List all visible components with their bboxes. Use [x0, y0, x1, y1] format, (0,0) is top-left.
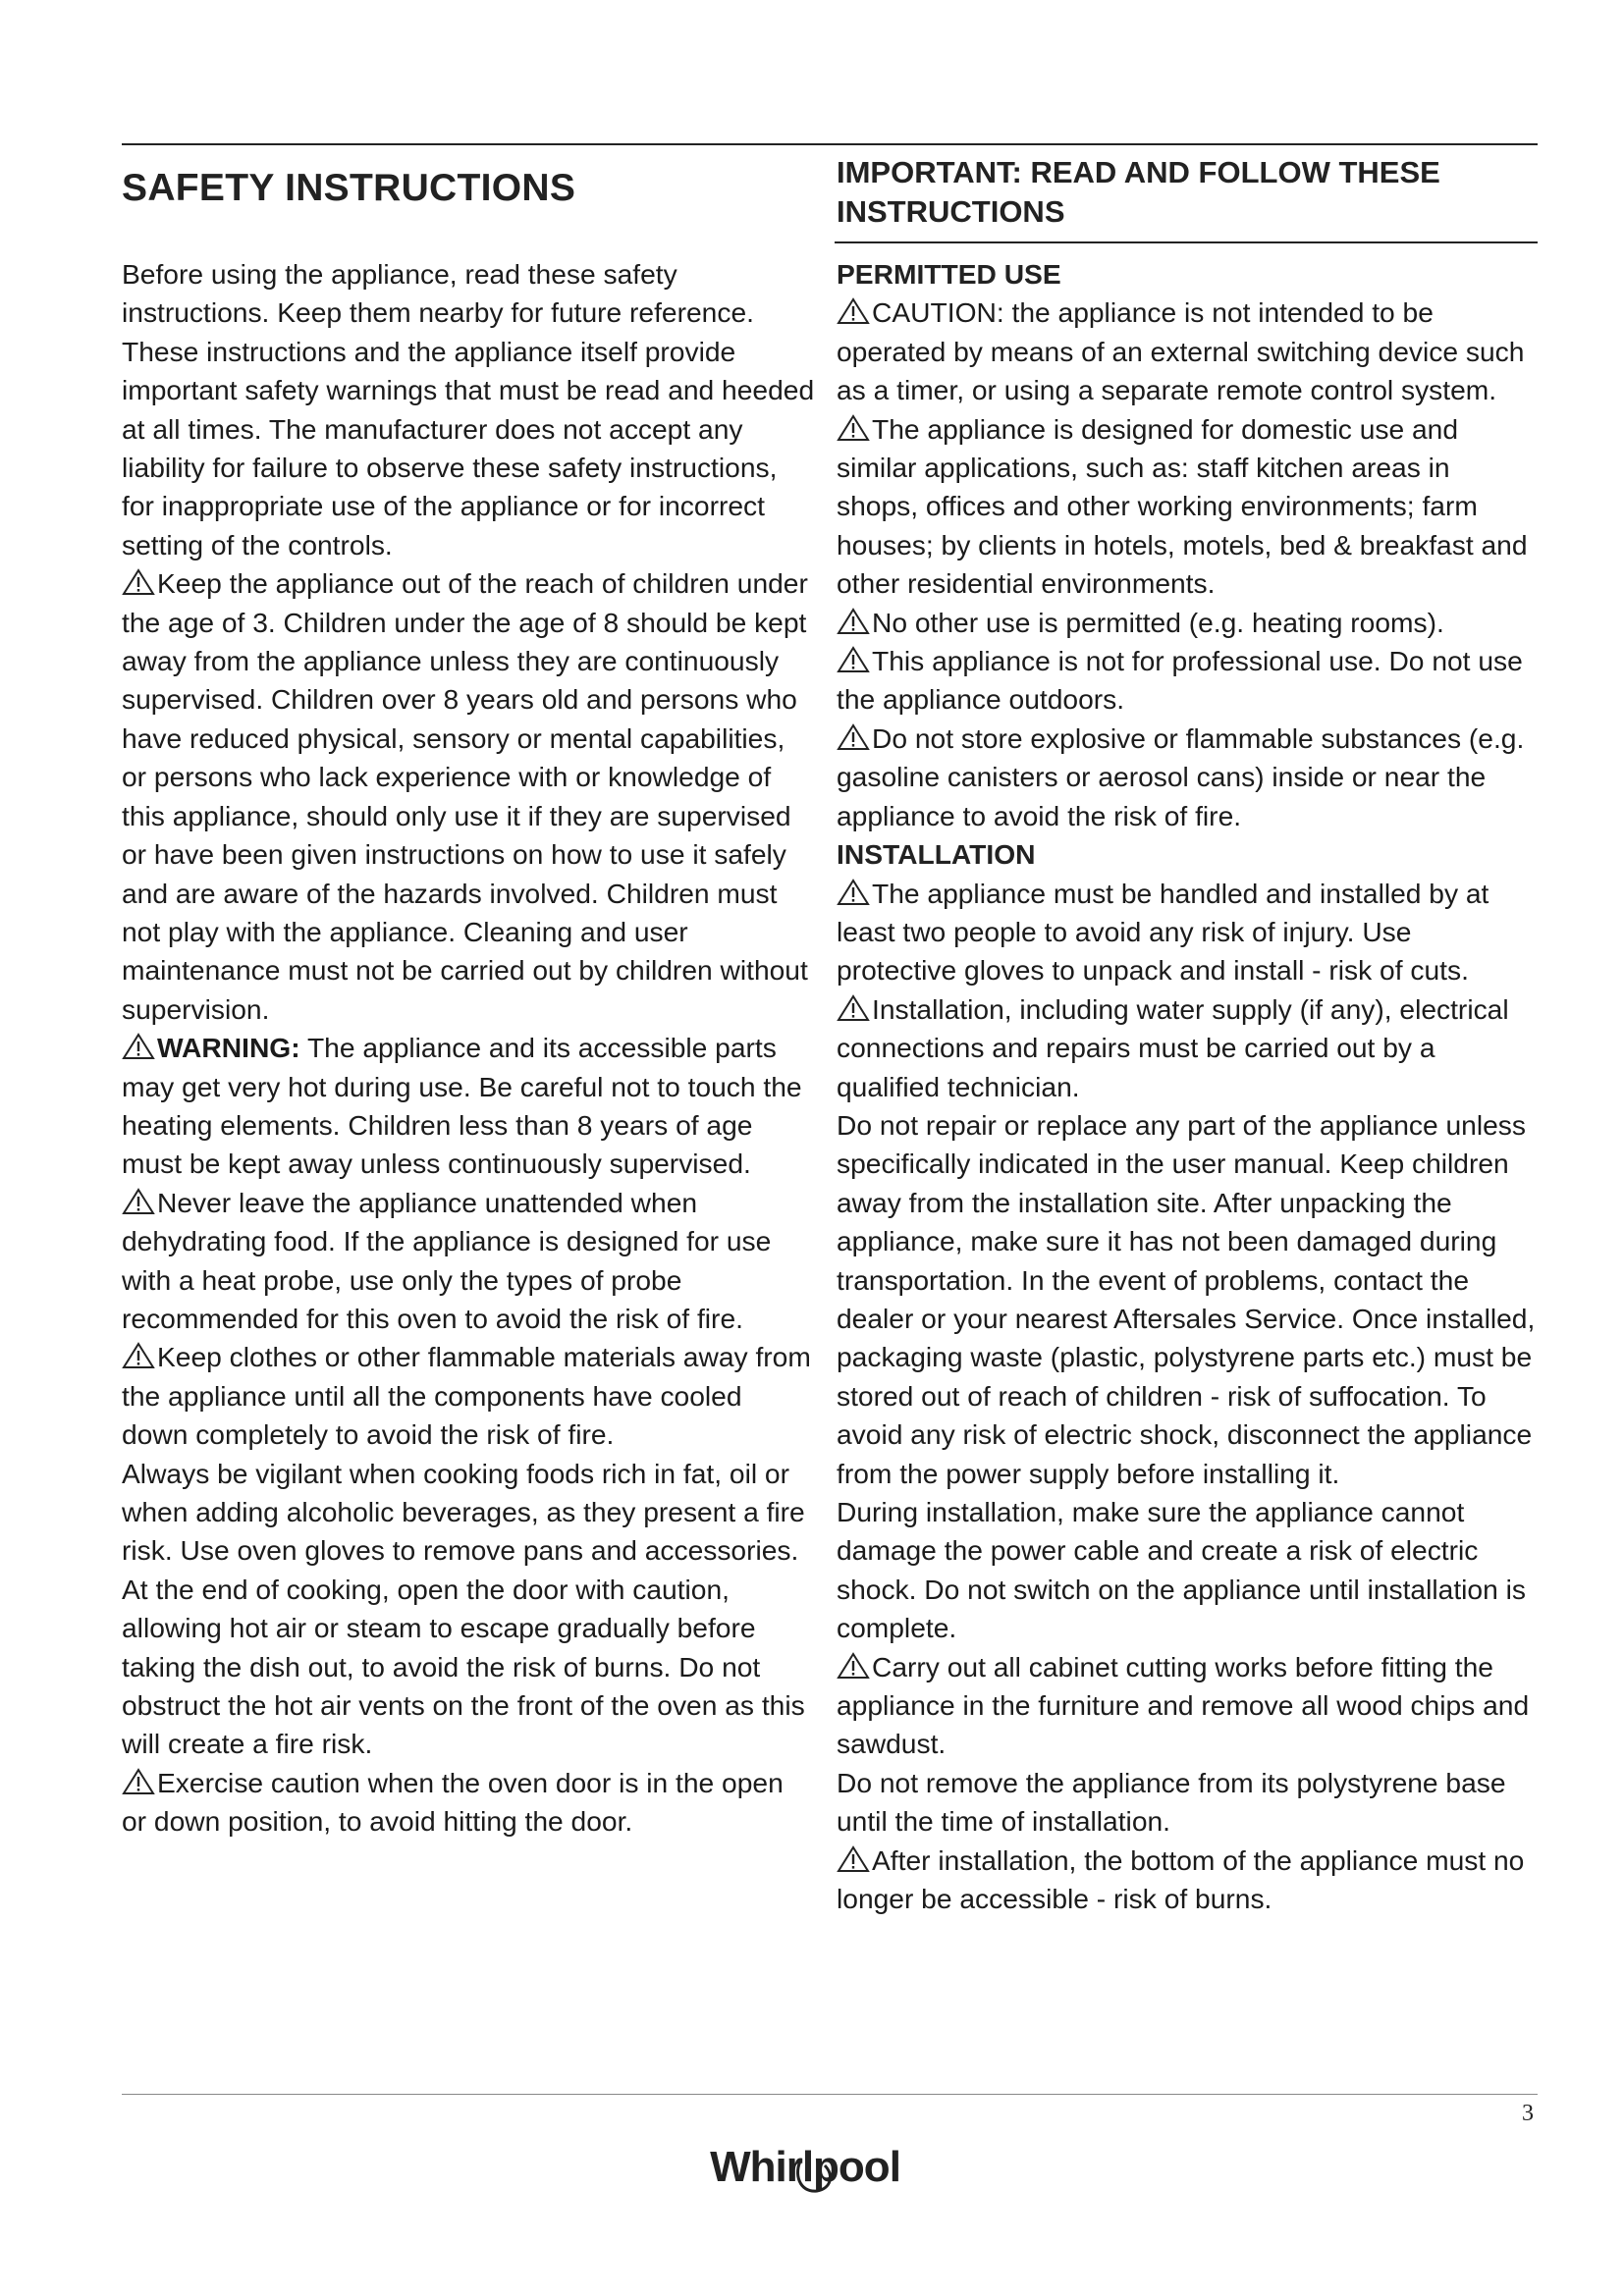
warning-triangle-icon: [837, 994, 870, 1022]
not-professional-text: This appliance is not for professional use. Do not use the appliance outdoors.: [837, 645, 1523, 716]
bottom-access-paragraph: [837, 1842, 1536, 1919]
warning-triangle-icon: [837, 1652, 870, 1680]
warning-triangle-icon: [837, 1845, 870, 1873]
page-title: SAFETY INSTRUCTIONS: [122, 167, 576, 209]
warning-triangle-icon: [837, 414, 870, 442]
children-warning: [122, 564, 815, 1029]
fat-oil-paragraph: Always be vigilant when cooking foods rich in fat, oil or when adding alcoholic beverages, as they present a fire risk. Use oven gloves to remove pans and accessories.: [122, 1457, 805, 1567]
warning-triangle-icon: [837, 608, 870, 635]
domestic-use-paragraph: [837, 410, 1536, 604]
warning-triangle-icon: [122, 568, 155, 596]
left-column: [122, 255, 815, 1842]
qualified-technician-text: Installation, including water supply (if any), electrical connections and repairs must be carried out by a qualified technician.: [837, 992, 1509, 1102]
door-open-paragraph: At the end of cooking, open the door with caution, allowing hot air or steam to escape gradually before taking the dish out, to avoid the risk of burns. Do not obstruct the hot air vents on the front of the oven as this will create a fire risk.: [122, 1573, 805, 1760]
handling-text: The appliance must be handled and installed by at least two people to avoid any risk of injury. Use protective gloves to unpack and install - risk of cuts.: [837, 877, 1489, 987]
explosive-paragraph: [837, 720, 1536, 835]
warning-label: WARNING:: [157, 1032, 300, 1064]
warning-triangle-icon: [837, 879, 870, 906]
hot-parts-text: The appliance and its accessible parts may get very hot during use. Be careful not to touch the heating elements. Children less than 8 years of age must be kept away unless continuously supervised.: [122, 1032, 802, 1180]
no-other-use-text: No other use is permitted (e.g. heating rooms).: [872, 606, 1444, 638]
footer-rule: [122, 2094, 1538, 2095]
door-position-text: Exercise caution when the oven door is in the open or down position, to avoid hitting the door.: [122, 1766, 784, 1838]
svg-text:Whirlpool: Whirlpool: [710, 2143, 900, 2191]
no-other-use-paragraph: [837, 604, 1536, 642]
flammable-text: Keep clothes or other flammable materials away from the appliance until all the components have cooled down completely to avoid the risk of fire.: [122, 1341, 811, 1451]
door-position-warning: [122, 1764, 815, 1842]
caution-paragraph: [837, 294, 1536, 409]
polystyrene-paragraph: Do not remove the appliance from its polystyrene base until the time of installation.: [837, 1766, 1506, 1838]
power-cable-paragraph: During installation, make sure the appliance cannot damage the power cable and create a risk of electric shock. Do not switch on the appliance until installation is complete.: [837, 1496, 1526, 1644]
dehydrating-text: Never leave the appliance unattended when dehydrating food. If the appliance is designed for use with a heat probe, use only the types of probe recommended for this oven to avoid the risk of fire.: [122, 1186, 772, 1334]
warnings-paragraph: These instructions and the appliance itself provide important safety warnings that must be read and heeded at all times. The manufacturer does not accept any liability for failure to observe these safety instructions, for inappropriate use of the appliance or for incorrect setting of the controls.: [122, 335, 815, 561]
not-professional-paragraph: [837, 642, 1536, 720]
qualified-technician-paragraph: [837, 990, 1536, 1106]
hot-parts-warning: [122, 1029, 815, 1184]
permitted-use-heading: PERMITTED USE: [837, 258, 1061, 290]
page-number: 3: [1522, 2101, 1534, 2126]
warning-triangle-icon: [122, 1342, 155, 1369]
intro-paragraph: Before using the appliance, read these safety instructions. Keep them nearby for future reference.: [122, 258, 754, 329]
warning-triangle-icon: [837, 646, 870, 673]
repair-paragraph: Do not repair or replace any part of the appliance unless specifically indicated in the user manual. Keep children away from the installation site. After unpacking the appliance, make sure it has not been damaged during transportation. In the event of problems, contact the dealer or your nearest Aftersales Service. Once installed, packaging waste (plastic, polystyrene parts etc.) must be stored out of reach of children - risk of suffocation. To avoid any risk of electric shock, disconnect the appliance from the power supply before installing it.: [837, 1108, 1536, 1489]
whirlpool-logo: [687, 2136, 923, 2199]
top-rule: [122, 143, 1538, 145]
dehydrating-warning: [122, 1184, 815, 1339]
domestic-use-text: The appliance is designed for domestic use and similar applications, such as: staff kitchen areas in shops, offices and other working environments; farm houses; by clients in hotels, motels, bed & breakfast and other residential environments.: [837, 412, 1528, 600]
warning-triangle-icon: [122, 1188, 155, 1215]
section-title: IMPORTANT: READ AND FOLLOW THESE INSTRUCTIONS: [837, 155, 1440, 229]
caution-text: CAUTION: the appliance is not intended to be operated by means of an external switching device such as a timer, or using a separate remote control system.: [837, 296, 1525, 406]
warning-triangle-icon: [837, 297, 870, 325]
children-warning-text: Keep the appliance out of the reach of children under the age of 3. Children under the age of 8 should be kept away from the appliance unless they are continuously supervised. Children over 8 years old and persons who have reduced physical, sensory or mental capabilities, or persons who lack experience with or knowledge of this appliance, should only use it if they are supervised or have been given instructions on how to use it safely and are aware of the hazards involved. Children must not play with the appliance. Cleaning and user maintenance must not be carried out by children without supervision.: [122, 567, 808, 1025]
explosive-text: Do not store explosive or flammable substances (e.g. gasoline canisters or aerosol cans) inside or near the appliance to avoid the risk of fire.: [837, 721, 1525, 831]
flammable-warning: [122, 1338, 815, 1454]
warning-triangle-icon: [122, 1768, 155, 1795]
header-rule: [835, 241, 1538, 243]
cabinet-cutting-paragraph: [837, 1648, 1536, 1764]
installation-heading: INSTALLATION: [837, 838, 1036, 871]
bottom-access-text: After installation, the bottom of the appliance must no longer be accessible - risk of burns.: [837, 1843, 1525, 1915]
cabinet-cutting-text: Carry out all cabinet cutting works before fitting the appliance in the furniture and remove all wood chips and sawdust.: [837, 1650, 1530, 1760]
warning-triangle-icon: [837, 723, 870, 751]
handling-paragraph: [837, 875, 1536, 990]
warning-triangle-icon: [122, 1033, 155, 1060]
right-column: [837, 255, 1536, 1918]
